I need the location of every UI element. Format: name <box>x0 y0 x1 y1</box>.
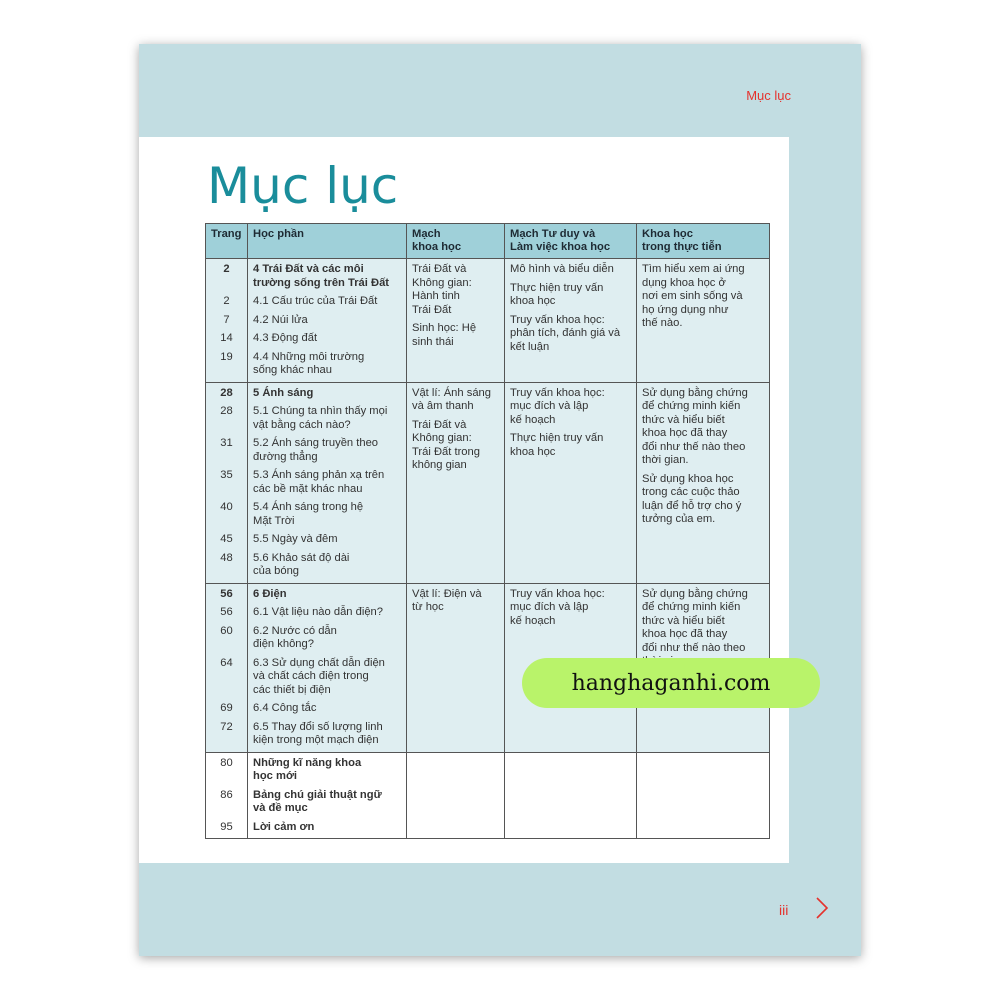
entry-page-number: 48 <box>220 551 233 564</box>
strand-paragraph <box>412 588 499 615</box>
paragraph-line: Sử dụng khoa học <box>642 472 734 485</box>
paragraph-line: Truy vấn khoa học: <box>510 587 605 600</box>
paragraph-line: và âm thanh <box>412 400 474 412</box>
page-title: Mục lục <box>207 157 399 215</box>
paragraph-line: Mô hình và biểu diễn <box>510 263 614 275</box>
paragraph-line: họ ứng dụng như <box>642 303 729 316</box>
paragraph-line: sinh thái <box>412 335 454 348</box>
practice-cell <box>637 259 770 383</box>
entry-page-number: 45 <box>220 533 233 545</box>
paragraph-line: luận để hỗ trợ cho ý <box>642 499 742 512</box>
entry-page-number: 56 <box>220 606 233 618</box>
paragraph-line: Sử dụng bằng chứng <box>642 386 748 399</box>
practice-paragraph <box>642 387 764 468</box>
paragraph-line: Trái Đất <box>412 303 452 316</box>
entry-line: trường sống trên Trái Đất <box>253 276 390 289</box>
entry-page-number: 64 <box>220 656 233 669</box>
unit-cell <box>248 752 407 839</box>
thinking-cell <box>505 382 637 583</box>
practice-cell <box>637 752 770 839</box>
thinking-paragraph <box>510 263 631 277</box>
thinking-paragraph <box>510 432 631 459</box>
lesson-title[interactable] <box>253 702 401 716</box>
entry-page-number: 72 <box>220 720 233 733</box>
strand-cell <box>407 583 505 752</box>
strand-paragraph <box>412 387 499 414</box>
paragraph-line: thức và hiểu biết <box>642 614 725 627</box>
lesson-title[interactable] <box>253 606 401 620</box>
lesson-title[interactable] <box>253 295 401 309</box>
lesson-title[interactable] <box>253 789 401 816</box>
entry-page-number: 2 <box>223 295 230 307</box>
paragraph-line: đổi như thế nào theo <box>642 641 746 654</box>
entry-page-number: 95 <box>220 820 233 833</box>
paragraph-line: kế hoạch <box>510 614 556 627</box>
paragraph-line: Trái Đất và <box>412 263 467 275</box>
lesson-title[interactable] <box>253 657 401 698</box>
paragraph-line: kế hoạch <box>510 413 556 426</box>
entry-line: 4 Trái Đất và các môi <box>253 263 364 275</box>
entry-line: 4.4 Những môi trường <box>253 350 365 363</box>
paragraph-line: Sinh học: Hệ <box>412 322 477 334</box>
strand-cell <box>407 259 505 383</box>
thinking-paragraph <box>510 588 631 629</box>
entry-page-number: 28 <box>220 386 233 399</box>
entry-page-number: 35 <box>220 469 233 481</box>
entry-line: 5 Ánh sáng <box>253 386 314 399</box>
paragraph-line: khoa học đã thay <box>642 628 728 640</box>
running-header: Mục lục <box>746 88 791 103</box>
book-page <box>139 44 861 956</box>
entry-line: sống khác nhau <box>253 364 332 376</box>
paragraph-line: Sử dụng bằng chứng <box>642 587 748 600</box>
entry-line: 4.3 Động đất <box>253 332 318 344</box>
paragraph-line: thời gian. <box>642 454 689 466</box>
paragraph-line: Không gian: <box>412 432 472 444</box>
entry-page-number: 69 <box>220 702 233 714</box>
entry-line: 5.4 Ánh sáng trong hệ <box>253 501 364 513</box>
watermark-badge: hanghaganhi.com <box>522 658 820 708</box>
lesson-title[interactable] <box>253 533 401 547</box>
toc-table <box>205 223 770 839</box>
lesson-title[interactable] <box>253 552 401 579</box>
entry-line: kiện trong một mạch điện <box>253 734 379 746</box>
entry-line: 5.2 Ánh sáng truyền theo <box>253 437 379 449</box>
entry-line: 5.5 Ngày và đêm <box>253 533 338 545</box>
paragraph-line: khoa học <box>510 445 556 458</box>
lesson-title[interactable] <box>253 405 401 432</box>
entry-line: Mặt Trời <box>253 514 295 527</box>
unit-cell <box>248 382 407 583</box>
header-strand: Mạch khoa học <box>407 224 505 259</box>
paragraph-line: thế nào. <box>642 317 683 329</box>
chevron-right-icon[interactable] <box>815 896 829 920</box>
lesson-title[interactable] <box>253 625 401 652</box>
paragraph-line: Tìm hiểu xem ai ứng <box>642 263 745 275</box>
paragraph-line: đổi như thế nào theo <box>642 440 746 453</box>
entry-line: 5.3 Ánh sáng phản xạ trên <box>253 469 385 481</box>
paragraph-line: nơi em sinh sống và <box>642 290 743 302</box>
entry-line: và đề mục <box>253 802 308 814</box>
practice-paragraph <box>642 473 764 527</box>
entry-page-number: 28 <box>220 405 233 417</box>
entry-page-number: 40 <box>220 501 233 513</box>
page-cell <box>206 259 248 383</box>
entry-line: và chất cách điện trong <box>253 670 369 682</box>
strand-paragraph <box>412 263 499 317</box>
paragraph-line: Không gian: <box>412 276 472 289</box>
lesson-title[interactable] <box>253 757 401 784</box>
page-cell <box>206 583 248 752</box>
lesson-title[interactable] <box>253 332 401 346</box>
paragraph-line: Truy vấn khoa học: <box>510 313 605 326</box>
entry-page-number: 80 <box>220 756 233 769</box>
practice-paragraph <box>642 263 764 331</box>
paragraph-line: tưởng của em. <box>642 513 716 525</box>
lesson-title[interactable] <box>253 821 401 835</box>
page-cell <box>206 752 248 839</box>
entry-page-number: 14 <box>220 332 233 344</box>
paragraph-line: thức và hiểu biết <box>642 413 725 426</box>
unit-cell <box>248 583 407 752</box>
paragraph-line: Trái Đất trong <box>412 445 480 458</box>
paragraph-line: phân tích, đánh giá và <box>510 327 621 339</box>
entry-line: học mới <box>253 770 298 782</box>
header-page: Trang <box>206 224 248 259</box>
paragraph-line: dụng khoa học ở <box>642 276 726 289</box>
content-panel <box>139 137 789 863</box>
entry-line: 6.4 Công tắc <box>253 702 317 714</box>
entry-line: 6.2 Nước có dẫn <box>253 624 337 637</box>
lesson-title[interactable] <box>253 351 401 378</box>
entry-line: 4.2 Núi lửa <box>253 313 308 326</box>
lesson-title[interactable] <box>253 721 401 748</box>
header-practice: Khoa học trong thực tiễn <box>637 224 770 259</box>
entry-line: Lời cảm ơn <box>253 820 315 833</box>
entry-line: 6 Điện <box>253 587 287 600</box>
page-cell <box>206 382 248 583</box>
lesson-title[interactable] <box>253 469 401 496</box>
paragraph-line: để chứng minh kiến <box>642 400 741 412</box>
header-unit: Học phần <box>248 224 407 259</box>
lesson-title[interactable] <box>253 314 401 328</box>
paragraph-line: Thực hiện truy vấn <box>510 281 604 294</box>
entry-line: các thiết bị điện <box>253 683 331 696</box>
header-thinking: Mạch Tư duy và Làm việc khoa học <box>505 224 637 259</box>
unit-title[interactable] <box>253 263 401 290</box>
page-number: iii <box>779 902 789 918</box>
paragraph-line: Vật lí: Điện và <box>412 587 482 600</box>
paragraph-line: khoa học <box>510 295 556 307</box>
entry-page-number: 2 <box>223 263 230 275</box>
lesson-title[interactable] <box>253 501 401 528</box>
lesson-title[interactable] <box>253 437 401 464</box>
paragraph-line: khoa học đã thay <box>642 427 728 439</box>
entry-line: 5.6 Khảo sát độ dài <box>253 551 350 564</box>
toc-row <box>206 752 770 839</box>
entry-line: 6.1 Vật liệu nào dẫn điện? <box>253 606 384 618</box>
entry-line: vật bằng cách nào? <box>253 418 351 431</box>
unit-title[interactable] <box>253 387 401 401</box>
paragraph-line: mục đích và lập <box>510 601 589 613</box>
entry-line: 6.3 Sử dụng chất dẫn điện <box>253 656 385 669</box>
entry-page-number: 56 <box>220 587 233 600</box>
unit-cell <box>248 259 407 383</box>
paragraph-line: Hành tinh <box>412 290 460 302</box>
paragraph-line: không gian <box>412 459 467 471</box>
paragraph-line: từ học <box>412 601 444 613</box>
entry-line: của bóng <box>253 565 300 577</box>
paragraph-line: Vật lí: Ánh sáng <box>412 386 491 399</box>
thinking-cell <box>505 752 637 839</box>
strand-cell <box>407 382 505 583</box>
practice-paragraph <box>642 588 764 669</box>
entry-page-number: 31 <box>220 437 233 449</box>
toc-header-row <box>206 224 770 259</box>
paragraph-line: kết luận <box>510 340 550 353</box>
entry-line: Những kĩ năng khoa <box>253 756 362 769</box>
entry-line: các bề mặt khác nhau <box>253 482 363 495</box>
strand-paragraph <box>412 419 499 473</box>
paragraph-line: Truy vấn khoa học: <box>510 386 605 399</box>
thinking-paragraph <box>510 282 631 309</box>
paragraph-line: mục đích và lập <box>510 400 589 412</box>
entry-page-number: 7 <box>223 313 230 326</box>
paragraph-line: để chứng minh kiến <box>642 601 741 613</box>
entry-line: điện không? <box>253 638 314 650</box>
entry-line: đường thẳng <box>253 450 318 463</box>
paragraph-line: trong các cuộc thảo <box>642 486 740 498</box>
strand-paragraph <box>412 322 499 349</box>
entry-line: 6.5 Thay đổi số lượng linh <box>253 720 383 733</box>
thinking-paragraph <box>510 314 631 355</box>
practice-cell <box>637 382 770 583</box>
entry-line: 4.1 Cấu trúc của Trái Đất <box>253 295 378 307</box>
thinking-paragraph <box>510 387 631 428</box>
paragraph-line: Trái Đất và <box>412 418 467 431</box>
toc-row <box>206 382 770 583</box>
thinking-cell <box>505 259 637 383</box>
entry-line: Bảng chú giải thuật ngữ <box>253 788 382 801</box>
entry-line: 5.1 Chúng ta nhìn thấy mọi <box>253 405 388 417</box>
unit-title[interactable] <box>253 588 401 602</box>
entry-page-number: 86 <box>220 788 233 801</box>
entry-page-number: 19 <box>220 350 233 363</box>
strand-cell <box>407 752 505 839</box>
toc-row <box>206 259 770 383</box>
paragraph-line: Thực hiện truy vấn <box>510 432 604 444</box>
entry-page-number: 60 <box>220 624 233 637</box>
